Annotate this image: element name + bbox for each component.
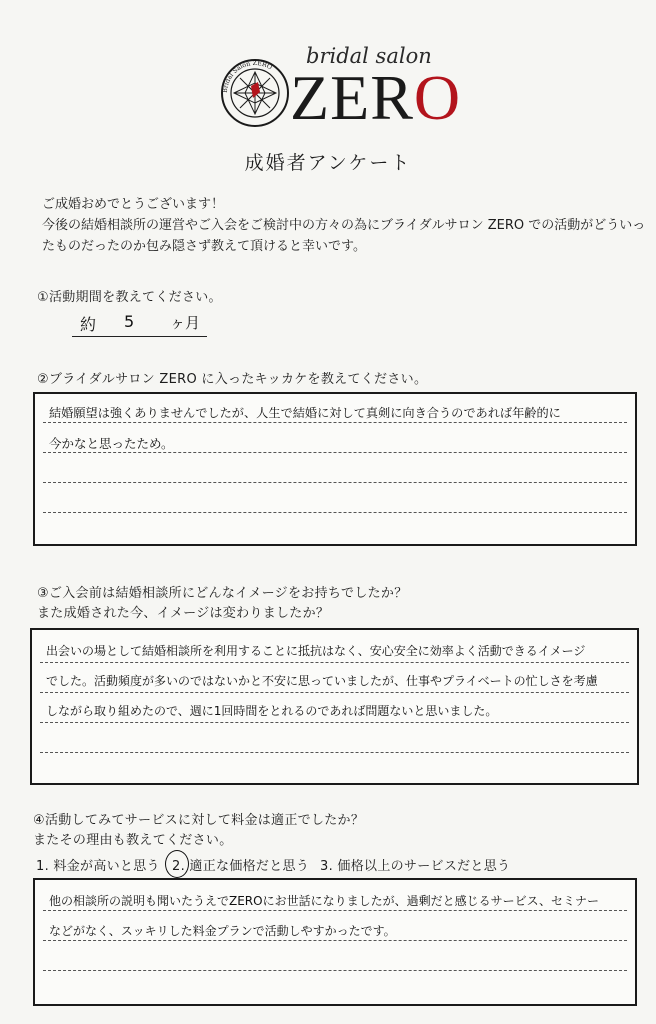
q3-answer-box (30, 628, 639, 785)
q4-option-3[interactable]: 3. 価格以上のサービスだと思う (320, 859, 511, 874)
q4-answer-box (33, 878, 637, 1006)
q2-answer-line-2: 今かなと思ったため。 (49, 436, 174, 451)
q4-option-2: 2. 適正な価格だと思う (172, 859, 310, 874)
intro-line-2: 今後の結婚相談所の運営やご入会をご検討中の方々の為にブライダルサロン ZERO での活動がどういっ (42, 218, 646, 233)
logo-script: bridal salon (306, 44, 432, 68)
q1-answer-unit: ヶ月 (170, 314, 201, 332)
q4-answer-line-2: などがなく、スッキリした料金プランで活動しやすかったです。 (49, 924, 396, 938)
q2-answer-box (33, 392, 637, 546)
q3-answer-line-2: でした。活動頻度が多いのではないかと不安に思っていましたが、仕事やプライベートの忙しさを考慮 (46, 674, 598, 688)
emblem-icon (220, 58, 290, 128)
q3-question-line-2: また成婚された今、イメージは変わりましたか？ (37, 606, 330, 621)
logo (218, 44, 462, 134)
q4-question-line-2: またその理由も教えてください。 (33, 833, 233, 848)
q1-answer-value: 5 (124, 312, 135, 331)
q1-question: ①活動期間を教えてください。 (37, 290, 222, 305)
page-title: 成婚者アンケート (244, 152, 412, 174)
intro-line-1: ご成婚おめでとうございます！ (42, 197, 225, 212)
logo-word (290, 62, 462, 133)
q4-option-1[interactable]: 1. 料金が高いと思う (36, 859, 160, 874)
svg-text:Bridal Salon ZERO: Bridal Salon ZERO (221, 59, 274, 94)
intro-line-3: たものだったのか包み隠さず教えて頂けると幸いです。 (42, 239, 366, 254)
q4-question-line-1: ④活動してみてサービスに対して料金は適正でしたか？ (33, 813, 365, 828)
q4-answer-line-1: 他の相談所の説明も聞いたうえでZEROにお世話になりましたが、過剰だと感じるサービス、セミナー (49, 894, 599, 908)
q2-answer-line-1: 結婚願望は強くありませんでしたが、人生で結婚に対して真剣に向き合うのであれば年齢的に (49, 406, 561, 420)
q1-answer-prefix: 約 (80, 315, 97, 334)
q3-answer-line-1: 出会いの場として結婚相談所を利用することに抵抗はなく、安心安全に効率よく活動できるイメージ (46, 644, 586, 658)
q3-question-line-1: ③ご入会前は結婚相談所にどんなイメージをお持ちでしたか？ (37, 586, 408, 601)
q2-question: ②ブライダルサロン ZERO に入ったキッカケを教えてください。 (37, 372, 428, 387)
q1-answer (72, 312, 207, 337)
q3-answer-line-3: しながら取り組めたので、週に1回時間をとれるのであれば問題ないと思いました。 (46, 704, 498, 718)
logo-word-text: ZERO (290, 62, 462, 133)
